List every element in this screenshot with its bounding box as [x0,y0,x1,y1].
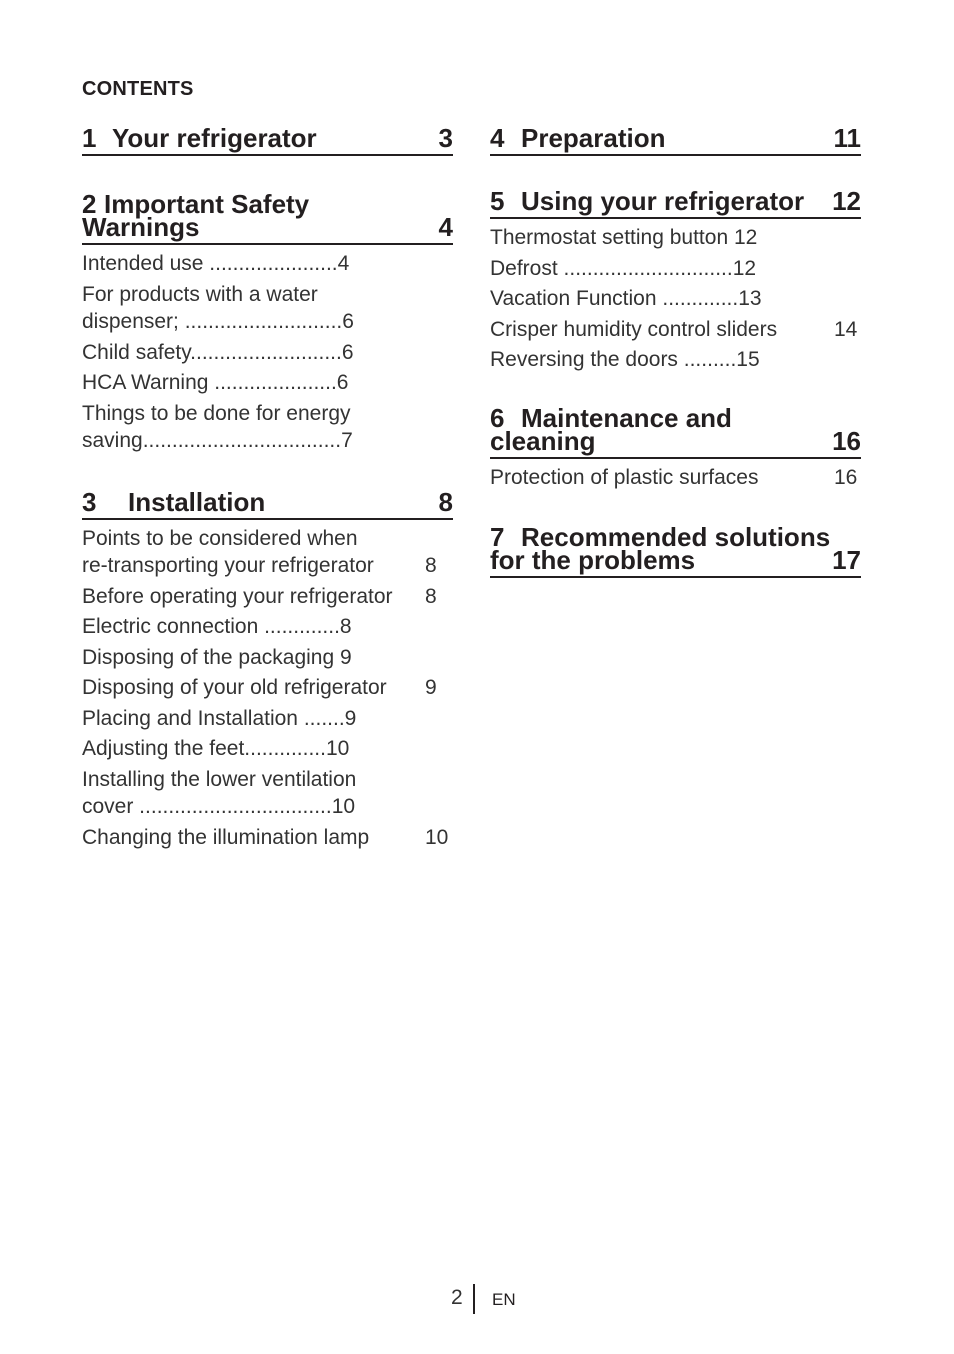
section-number: 6 [490,402,505,433]
section-page: 11 [833,123,861,153]
entry-page: 8 [425,554,437,577]
section-title: Preparation [521,123,666,153]
toc-entry[interactable] [82,250,453,278]
section-heading[interactable] [490,402,861,459]
entry-text: Vacation Function .............13 [490,287,762,310]
entry-text: Crisper humidity control sliders [490,317,778,341]
entry-text: Thermostat setting button 12 [490,226,758,249]
toc-right-column [490,122,861,578]
toc-section-1 [82,122,453,156]
toc-entry[interactable] [82,613,453,641]
toc-entry[interactable] [82,339,453,367]
entry-page: 8 [425,584,437,608]
toc-entry[interactable] [82,281,453,336]
toc-section-2 [82,188,453,455]
section-number: 3 [82,486,97,517]
toc-section-5 [490,185,861,374]
toc-entry[interactable] [82,583,453,611]
section-number: 4 [490,123,505,153]
entry-text: Placing and Installation .......9 [82,706,357,730]
section-page: 16 [832,425,861,456]
toc-left-column [82,122,453,854]
section-page: 17 [832,545,861,575]
entry-text: Installing the lower ventilation cover .................................10 [82,767,357,818]
toc-entry[interactable] [82,644,453,672]
section-heading[interactable] [82,122,453,156]
toc-entry[interactable] [490,224,861,252]
section-heading[interactable] [490,122,861,156]
section-page: 4 [438,212,453,242]
toc-entry[interactable] [490,316,861,344]
section-page: 3 [438,123,453,153]
entry-text: Defrost .............................12 [490,256,757,280]
toc-entry[interactable] [490,285,861,313]
section-page: 8 [438,486,453,517]
entry-page: 9 [425,676,437,699]
language-code: EN [492,1290,516,1309]
toc-entry[interactable] [82,824,453,852]
toc-section-6 [490,402,861,492]
page-number: 2 [451,1286,463,1309]
section-number: 5 [490,186,505,216]
section-page: 12 [832,186,861,216]
entry-text: Adjusting the feet..............10 [82,737,350,760]
entry-text: Reversing the doors .........15 [490,348,760,371]
toc-entry[interactable] [82,400,453,455]
toc-section-3 [82,486,453,852]
footer-divider [473,1284,475,1314]
entry-text: Things to be done for energy saving..................................7 [82,401,353,452]
entry-text: Points to be considered when re-transporting your refrigerator [82,526,374,577]
section-title: Important Safety Warnings [82,189,310,242]
toc-entry[interactable] [82,525,453,580]
section-title: Installation [128,486,266,517]
entry-text: Disposing of the packaging 9 [82,645,352,669]
entry-text: Electric connection .............8 [82,615,352,638]
section-title: Recommended solutions for the problems [490,522,831,575]
toc-entry[interactable] [82,705,453,733]
section-title: Your refrigerator [112,123,317,153]
entry-text: HCA Warning .....................6 [82,371,349,394]
entry-text: Before operating your refrigerator [82,584,393,608]
entry-text: Protection of plastic surfaces [490,465,759,489]
section-number: 7 [490,522,505,552]
page-title: CONTENTS [82,78,194,100]
section-heading[interactable] [82,188,453,245]
toc-entry[interactable] [82,674,453,702]
toc-entry[interactable] [82,735,453,763]
entry-text: Child safety..........................6 [82,340,354,364]
section-number: 2 [82,189,97,219]
section-heading[interactable] [490,185,861,219]
section-heading[interactable] [82,486,453,520]
entry-list [82,245,453,455]
toc-entry[interactable] [490,346,861,374]
entry-text: Intended use ......................4 [82,252,350,275]
section-title: Using your refrigerator [521,186,805,216]
entry-text: Changing the illumination lamp [82,825,370,849]
section-title: Maintenance and cleaning [490,402,732,456]
entry-list [490,219,861,374]
section-number: 1 [82,123,97,153]
toc-section-7 [490,521,861,578]
toc-entry[interactable] [82,766,453,821]
entry-text: For products with a water dispenser; ...........................6 [82,282,354,333]
entry-page: 10 [425,825,449,849]
toc-entry[interactable] [82,369,453,397]
toc-section-4 [490,122,861,156]
entry-list [490,459,861,492]
toc-entry[interactable] [490,255,861,283]
entry-page: 16 [834,465,858,489]
section-heading[interactable] [490,521,861,578]
entry-text: Disposing of your old refrigerator [82,676,387,699]
entry-page: 14 [834,317,858,341]
toc-entry[interactable] [490,464,861,492]
entry-list [82,520,453,852]
